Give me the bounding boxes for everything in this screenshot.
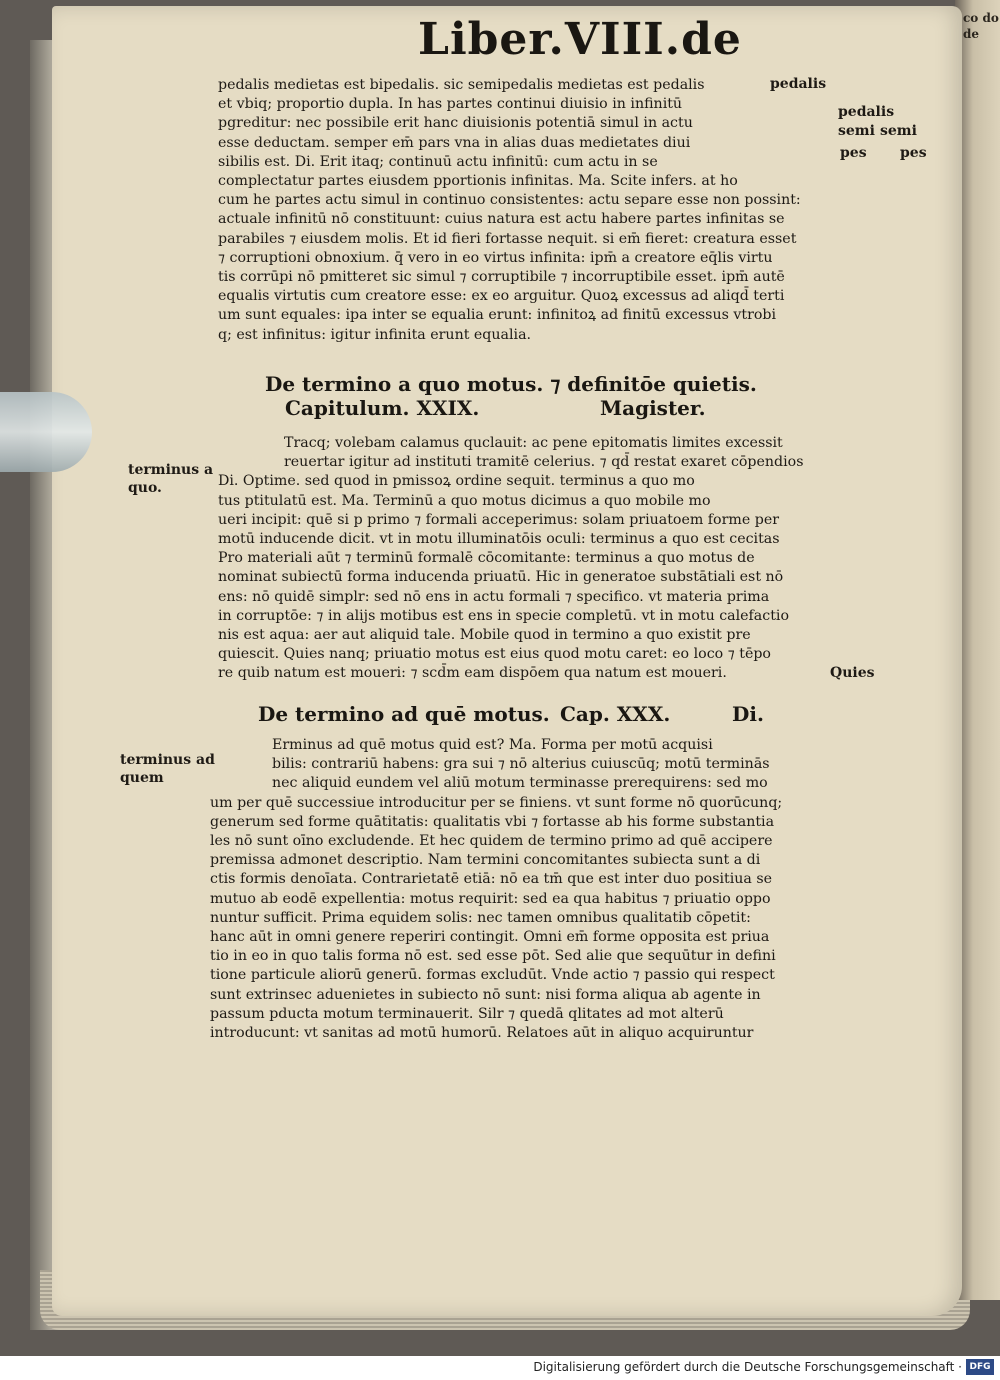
text-line: hanc aūt in omni genere reperiri contingit. Omni em̄ forme opposita est priua [210, 929, 770, 946]
text-line: equalis virtutis cum creatore esse: ex eo arguitur. Quoꝝ excessus ad aliqd̄ terti [218, 288, 785, 305]
margin-terminus-ad-quem-2: quem [120, 770, 164, 786]
text-line: bilis: contrariū habens: gra sui ⁊ nō alterius cuiuscūq; motū terminās [272, 756, 770, 773]
text-line: reuertar igitur ad instituti tramitē celerius. ⁊ qd̄ restat exaret cōpendios [284, 454, 804, 471]
text-line: les nō sunt oīno excludende. Et hec quidem de termino primo ad quē accipere [210, 833, 773, 850]
paragraph-3 [210, 736, 782, 1043]
bookmark-clip [0, 392, 92, 472]
text-line: re quib natum est moueri: ⁊ scd̄m eam dispōem qua natum est moueri. [218, 665, 727, 682]
chapter-29-number: Capitulum. XXIX. [285, 396, 480, 420]
text-line: parabiles ⁊ eiusdem molis. Et id fieri fortasse nequit. si em̄ fieret: creatura esset [218, 230, 797, 247]
text-line: Tracq; volebam calamus quclauit: ac pene epitomatis limites excessit [284, 435, 783, 451]
margin-terminus-a-quo-1: terminus a [128, 462, 214, 478]
text-line: cum he partes actu simul in continuo consistentes: actu separe esse non possint: [218, 192, 801, 209]
text-line: nis est aqua: aer aut aliquid tale. Mobile quod in termino a quo existit pre [218, 627, 751, 644]
text-line: Erminus ad quē motus quid est? Ma. Forma per motū acquisi [272, 737, 713, 753]
text-line: nominat subiectū forma inducenda priuatū. Hic in generatoe substātiali est nō [218, 569, 784, 586]
text-line: tione particule aliorū generū. formas excludūt. Vnde actio ⁊ passio qui respect [210, 967, 775, 984]
text-line: Di. Optime. sed quod in pmissoꝝ ordine sequit. terminus a quo mo [218, 473, 695, 490]
text-line: tio in eo in quo talis forma nō est. sed esse pōt. Sed alie que sequūtur in defini [210, 948, 776, 965]
text-line: motū inducende dicit. vt in motu illuminatōis oculi: terminus a quo est cecitas [218, 531, 780, 548]
text-line: ens: nō quidē simplr: sed nō ens in actu formali ⁊ specifico. vt materia prima [218, 588, 770, 605]
funding-credit: Digitalisierung gefördert durch die Deutsche Forschungsgemeinschaft · [533, 1360, 962, 1374]
chapter-30-number: Cap. XXX. [560, 702, 671, 726]
text-line: Pro materiali aūt ⁊ terminū formalē cōcomitante: terminus a quo motus de [218, 550, 755, 567]
chapter-29-title: De termino a quo motus. ⁊ definitōe quietis. [265, 372, 757, 396]
text-line: q; est infinitus: igitur infinita erunt equalia. [218, 326, 532, 343]
text-line: ctis formis denoīata. Contrarietatē etiā: nō ea tm̄ que est inter duo positiua se [210, 871, 773, 888]
text-line: in corruptōe: ⁊ in alijs motibus est ens in specie completū. vt in motu calefactio [218, 607, 789, 624]
margin-pedalis-2: pedalis [838, 104, 895, 120]
margin-quies: Quies [830, 665, 875, 681]
margin-pes-2: pes [900, 145, 927, 161]
text-line: passum pducta motum terminauerit. Silr ⁊ quedā qlitates ad mot alterū [210, 1005, 724, 1022]
margin-semi-2: semi [880, 123, 917, 139]
text-line: sunt extrinsec aduenietes in subiecto nō sunt: nisi forma aliqua ab agente in [210, 986, 761, 1003]
paragraph-1 [218, 76, 801, 345]
text-line: tus ptitulatū est. Ma. Terminū a quo motus dicimus a quo mobile mo [218, 492, 711, 509]
text-line: complectatur partes eiusdem pportionis infinitas. Ma. Scite infers. at ho [218, 173, 738, 190]
text-line: quiescit. Quies nanq; priuatio motus est eius quod motu caret: eo loco ⁊ tēpo [218, 646, 771, 663]
text-line: actuale infinitū nō constituunt: cuius natura est actu habere partes infinitas se [218, 211, 785, 228]
text-line: sibilis est. Di. Erit itaq; continuū actu infinitū: cum actu in se [218, 153, 658, 170]
facing-page-text: co do de [963, 11, 999, 41]
margin-pedalis: pedalis [770, 76, 827, 92]
margin-terminus-a-quo-2: quo. [128, 480, 162, 496]
text-line: mutuo ab eodē expellentia: motus requirit: sed ea qua habitus ⁊ priuatio oppo [210, 890, 771, 907]
text-line: nec aliquid eundem vel aliū motum terminasse prerequirens: sed mo [272, 775, 768, 792]
footer-bar [0, 1356, 1000, 1380]
text-line: esse deductam. semper em̄ pars vna in alias duas medietates diui [218, 134, 691, 151]
text-line: introducunt: vt sanitas ad motū humorū. Relatoes aūt in aliquo acquiruntur [210, 1025, 754, 1042]
chapter-30-speaker: Di. [732, 702, 764, 726]
text-line: generum sed forme quātitatis: qualitatis vbi ⁊ fortasse ab his forme substantia [210, 813, 775, 830]
dfg-logo: DFG [966, 1359, 994, 1375]
text-line: pedalis medietas est bipedalis. sic semipedalis medietas est pedalis [218, 77, 705, 93]
text-line: pgreditur: nec possibile erit hanc diuisionis potentiā simul in actu [218, 115, 693, 132]
text-line: tis corrūpi nō pmitteret sic simul ⁊ corruptibile ⁊ incorruptibile esset. ipm̄ autē [218, 269, 785, 286]
text-line: nuntur sufficit. Prima equidem solis: nec tamen omnibus qualitatib cōpetit: [210, 909, 751, 926]
text-line: ⁊ corruptioni obnoxium. q̄ vero in eo virtus infinita: ipm̄ a creatore eq̄lis virtu [218, 249, 773, 266]
chapter-30-title: De termino ad quē motus. [258, 702, 550, 726]
text-line: et vbiq; proportio dupla. In has partes continui diuisio in infinitū [218, 96, 683, 113]
margin-terminus-ad-quem-1: terminus ad [120, 752, 215, 768]
chapter-29-speaker: Magister. [600, 396, 706, 420]
margin-pes: pes [840, 145, 867, 161]
text-line: um per quē successiue introducitur per se finiens. vt sunt forme nō quorūcunq; [210, 794, 783, 811]
text-line: premissa admonet descriptio. Nam termini concomitantes subiecta sunt a di [210, 852, 761, 869]
paragraph-2 [218, 434, 804, 684]
text-line: ueri incipit: quē si p primo ⁊ formali acceperimus: solam priuatoem forme per [218, 511, 779, 528]
margin-semi: semi [838, 123, 875, 139]
text-line: um sunt equales: ipa inter se equalia erunt: infinitoꝝ ad finitū excessus vtrobi [218, 307, 777, 324]
running-head: Liber.VIII.de [418, 14, 742, 65]
